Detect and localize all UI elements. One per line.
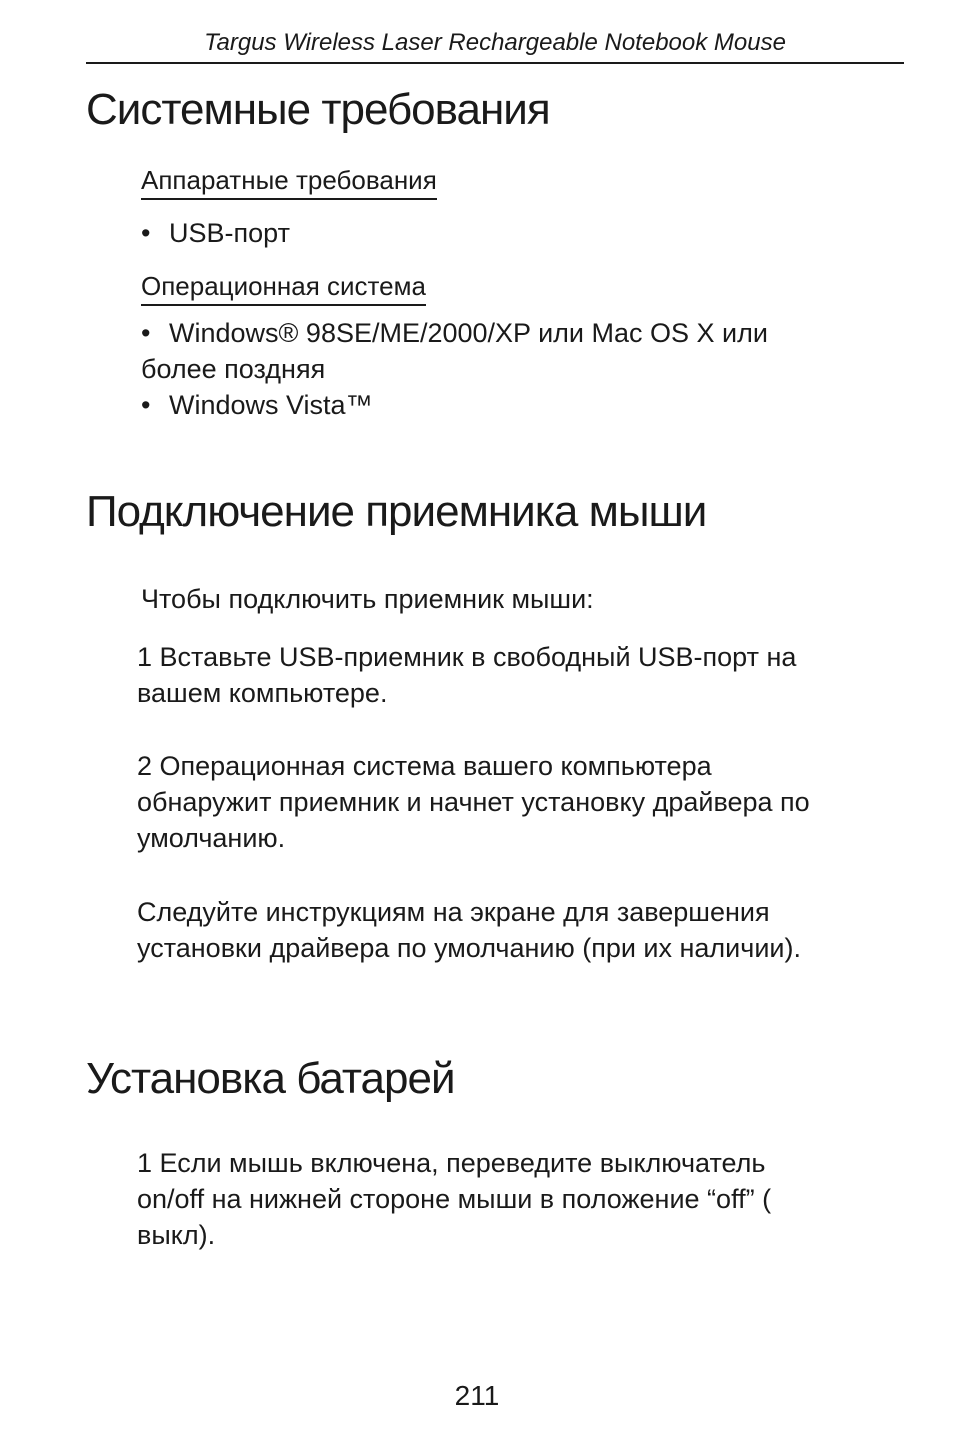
receiver-note-line-1: Следуйте инструкциям на экране для завершения [137, 897, 770, 927]
bullet-text: USB-порт [169, 218, 290, 248]
page-number: 211 [454, 1380, 500, 1411]
receiver-step-2-line-3: умолчанию. [137, 823, 286, 853]
receiver-step-1-line-2: вашем компьютере. [137, 678, 388, 708]
bullet-os-vista [141, 387, 373, 423]
battery-step-1-line-2: on/off на нижней стороне мыши в положение “off” ( [137, 1184, 772, 1214]
bullet-os-continuation: более поздняя [141, 354, 326, 384]
battery-step-1-line-3: выкл). [137, 1220, 216, 1250]
bullet-text: Windows Vista™ [169, 390, 373, 420]
bullet-icon: • [141, 318, 151, 348]
battery-step-1-line-1: 1 Если мышь включена, переведите выключатель [137, 1148, 766, 1178]
subheading-hardware: Аппаратные требования [141, 164, 437, 200]
heading-battery-installation: Установка батарей [86, 1054, 455, 1103]
receiver-step-1-line-1: 1 Вставьте USB-приемник в свободный USB-порт на [137, 642, 797, 672]
header-rule [86, 62, 904, 64]
running-header: Targus Wireless Laser Rechargeable Notebook Mouse [204, 29, 786, 56]
subheading-os: Операционная система [141, 270, 426, 306]
receiver-note-line-2: установки драйвера по умолчанию (при их наличии). [137, 933, 801, 963]
heading-connect-receiver: Подключение приемника мыши [86, 487, 707, 536]
heading-system-requirements: Системные требования [86, 85, 550, 134]
bullet-usb-port [141, 215, 290, 251]
bullet-icon: • [141, 218, 151, 248]
bullet-os-windows-mac [141, 315, 768, 351]
receiver-step-2-line-2: обнаружит приемник и начнет установку драйвера по [137, 787, 810, 817]
receiver-intro: Чтобы подключить приемник мыши: [141, 584, 594, 614]
bullet-icon: • [141, 390, 151, 420]
receiver-step-2-line-1: 2 Операционная система вашего компьютера [137, 751, 712, 781]
bullet-text: Windows® 98SE/ME/2000/XP или Mac OS X или [169, 318, 768, 348]
